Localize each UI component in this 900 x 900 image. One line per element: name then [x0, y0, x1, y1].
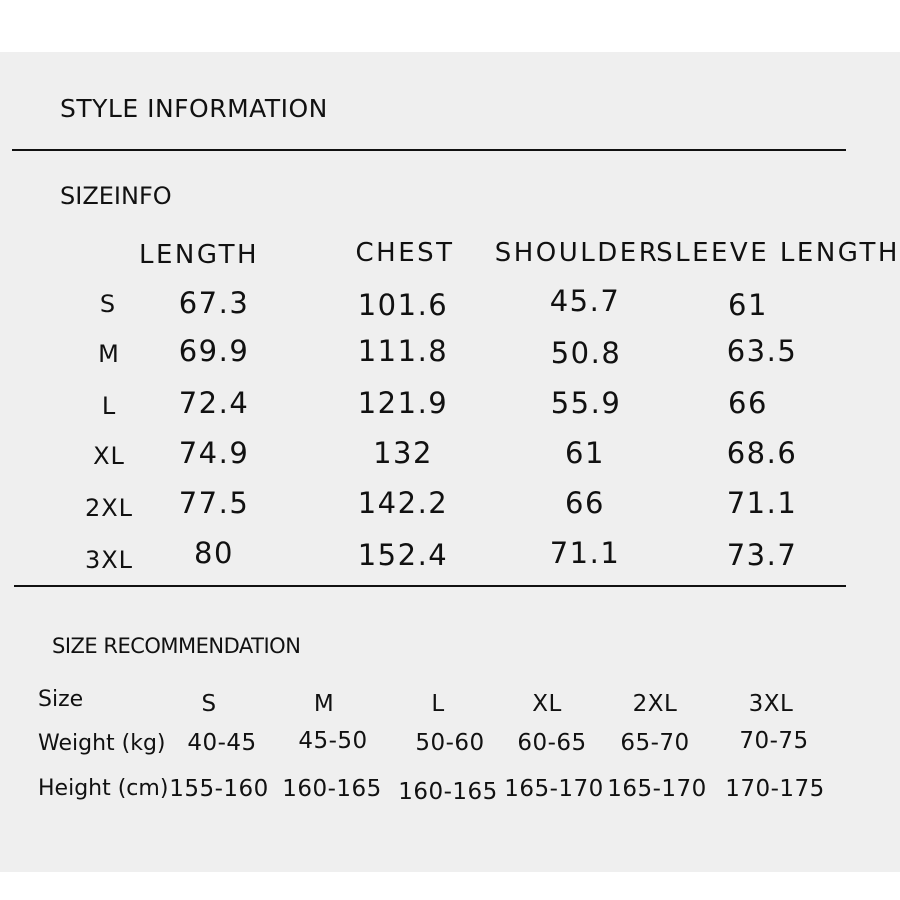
rec-size: 3XL — [748, 691, 794, 717]
rec-size: L — [431, 691, 445, 717]
header-length: LENGTH — [138, 240, 260, 270]
rec-weight: 60-65 — [517, 730, 587, 756]
rec-size: M — [313, 691, 335, 717]
sleeve-value: 73.7 — [726, 538, 798, 572]
shoulder-value: 66 — [565, 486, 605, 520]
rec-height: 170-175 — [725, 776, 825, 802]
sleeve-value: 66 — [728, 386, 768, 420]
header-shoulder: SHOULDER — [494, 238, 660, 268]
rec-weight: 40-45 — [187, 730, 257, 756]
size-label: XL — [93, 442, 125, 470]
size-label: 2XL — [84, 494, 134, 522]
rec-weight: 45-50 — [298, 728, 368, 754]
size-label: S — [99, 290, 117, 318]
size-label: M — [98, 340, 120, 368]
shoulder-value: 71.1 — [549, 536, 621, 570]
length-value: 74.9 — [178, 436, 250, 470]
top-divider — [12, 149, 846, 151]
chest-value: 121.9 — [357, 386, 449, 420]
shoulder-value: 55.9 — [550, 386, 622, 420]
sleeve-value: 68.6 — [726, 436, 798, 470]
length-value: 69.9 — [178, 334, 250, 368]
chest-value: 132 — [373, 436, 433, 470]
rec-height: 165-170 — [607, 776, 707, 802]
height-row-label: Height (cm) — [38, 776, 169, 801]
rec-size: XL — [532, 691, 562, 717]
shoulder-value: 45.7 — [549, 284, 621, 318]
chest-value: 101.6 — [357, 288, 449, 322]
size-recommendation-title: SIZE RECOMMENDATION — [52, 634, 301, 658]
sleeve-value: 71.1 — [726, 486, 798, 520]
rec-height: 160-165 — [282, 776, 382, 802]
rec-size: 2XL — [632, 691, 678, 717]
rec-height: 155-160 — [169, 776, 269, 802]
rec-height: 160-165 — [398, 779, 498, 805]
sizeinfo-title: SIZEINFO — [60, 182, 172, 210]
length-value: 67.3 — [178, 286, 250, 320]
style-information-title: STYLE INFORMATION — [60, 94, 328, 123]
length-value: 80 — [194, 536, 234, 570]
shoulder-value: 50.8 — [550, 336, 622, 370]
length-value: 77.5 — [178, 486, 250, 520]
table-bottom-divider — [14, 585, 846, 587]
rec-weight: 70-75 — [739, 728, 809, 754]
rec-weight: 65-70 — [620, 730, 690, 756]
size-label: 3XL — [84, 546, 134, 574]
header-sleeve-length: SLEEVE LENGTH — [656, 238, 900, 268]
chest-value: 142.2 — [357, 486, 449, 520]
header-chest: CHEST — [355, 238, 455, 268]
rec-weight: 50-60 — [415, 730, 485, 756]
length-value: 72.4 — [178, 386, 250, 420]
size-chart-panel — [0, 52, 900, 872]
size-row-label: Size — [38, 687, 84, 712]
size-label: L — [101, 392, 117, 420]
sleeve-value: 63.5 — [726, 334, 798, 368]
rec-height: 165-170 — [504, 776, 604, 802]
chest-value: 111.8 — [357, 334, 449, 368]
rec-size: S — [201, 691, 217, 717]
sleeve-value: 61 — [728, 288, 768, 322]
shoulder-value: 61 — [565, 436, 605, 470]
weight-row-label: Weight (kg) — [38, 731, 166, 756]
chest-value: 152.4 — [357, 538, 449, 572]
